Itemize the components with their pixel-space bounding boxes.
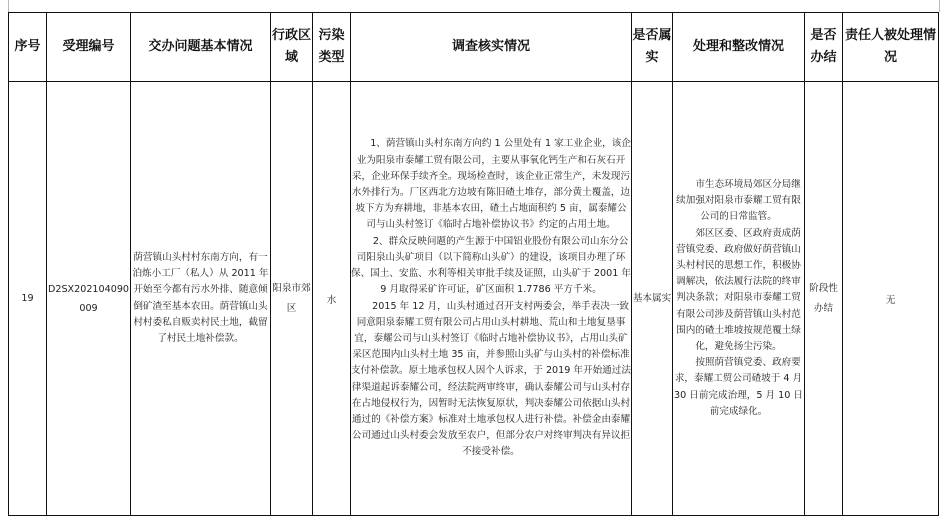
cell-investigation <box>351 82 632 516</box>
header-investigation: 调查核实情况 <box>351 13 632 82</box>
header-region: 行政区域 <box>271 13 313 82</box>
previous-page-edge <box>8 0 940 12</box>
cell-seq: 19 <box>9 82 47 516</box>
investigation-paragraph-3: 2015 年 12 月，山头村通过召开支村两委会，举手表决一致同意阳泉泰耀工贸有限公司占用山头村耕地、荒山和土地复垦事宜，泰耀公司与山头村签订《临时占地补偿协议书》，占用山头矿采区范围内山头村土地 35 亩，并参照山头矿与山头村的补偿标准支付补偿款。原土地承包权人因个人诉求，于 2019 年开始通过法律渠道起诉泰耀公司，经法院两审终审，确认泰耀公司与山头村存在占地侵权行为，因暂时无法恢复原状，判决泰耀公司依据山头村通过的《补偿方案》标准对土地承包权人进行补偿。补偿金由泰耀公司通过山头村委会发放至农户，但部分农户对终审判决有异议拒不接受补偿。 <box>351 300 631 458</box>
handling-paragraph-3: 按照荫营镇党委、政府要求，泰耀工贸公司碴坡于 4 月 30 日前完成治理，5 月 10 日前完成绿化。 <box>673 357 804 417</box>
header-accountability: 责任人被处理情况 <box>843 13 939 82</box>
handling-paragraph-1: 市生态环境局郊区分局继续加强对阳泉市泰耀工贸有限公司的日常监管。 <box>676 178 801 223</box>
cell-verified: 基本属实 <box>632 82 673 516</box>
cell-handling <box>673 82 805 516</box>
header-closed: 是否办结 <box>805 13 843 82</box>
header-handling: 处理和整改情况 <box>673 13 805 82</box>
header-accept-no: 受理编号 <box>47 13 131 82</box>
header-row <box>9 13 939 82</box>
investigation-paragraph-2: 2、群众反映问题的产生源于中国铝业股份有限公司山东分公司阳泉山头矿项目（以下简称山头矿）的建设，该项目办理了环保、国土、安监、水利等相关审批手续及证照，山头矿于 2001 年 9 月取得采矿许可证，矿区面积 1.7786 平方千米。 <box>351 235 631 296</box>
header-seq: 序号 <box>9 13 47 82</box>
cell-issue: 荫营镇山头村村东南方向，有一泊炼小工厂（私人）从 2011 年开始至今都有污水外排、随意倾倒矿渣至基本农田。荫营镇山头村村委私自贩卖村民土地，截留了村民土地补偿款。 <box>131 82 271 516</box>
cell-closed: 阶段性办结 <box>805 82 843 516</box>
cell-accountability: 无 <box>843 82 939 516</box>
header-issue: 交办问题基本情况 <box>131 13 271 82</box>
cell-pollution: 水 <box>313 82 351 516</box>
handling-paragraph-2: 郊区区委、区政府责成荫营镇党委、政府做好荫营镇山头村村民的思想工作，积极协调解决，依法履行法院的终审判决条款；对阳泉市泰耀工贸有限公司涉及荫营镇山头村范围内的碴土堆坡按规范覆土绿化，避免扬尘污染。 <box>676 227 801 352</box>
table-row <box>9 82 939 516</box>
petition-handling-table <box>8 12 939 516</box>
header-pollution: 污染类型 <box>313 13 351 82</box>
cell-region: 阳泉市郊区 <box>271 82 313 516</box>
header-verified: 是否属实 <box>632 13 673 82</box>
cell-accept-no: D2SX202104090009 <box>47 82 131 516</box>
investigation-paragraph-1: 1、荫营镇山头村东南方向约 1 公里处有 1 家工业企业，该企业为阳泉市泰耀工贸有限公司，主要从事氧化钙生产和石灰石开采，企业环保手续齐全。现场检查时，该企业正常生产，未发现污水外排行为。厂区西北方边坡有陈旧碴土堆存，部分黄土覆盖，边坡下方为弃耕地，非基本农田，碴土占地面积约 5 亩，属泰耀公司与山头村签订《临时占地补偿协议书》约定的占用土地。 <box>351 138 631 231</box>
